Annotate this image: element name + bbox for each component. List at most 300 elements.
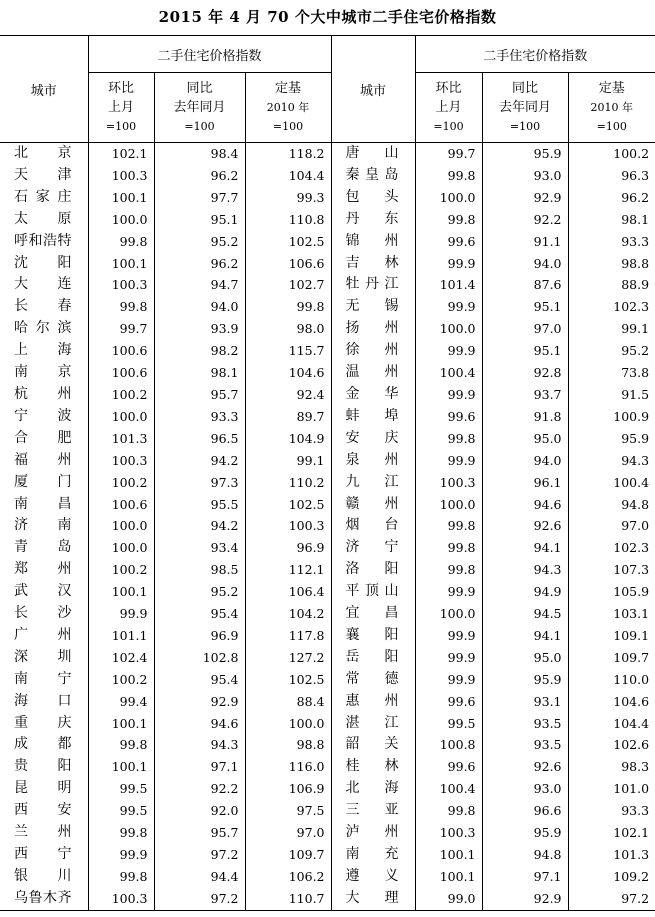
- city-cell-left: 武汉: [14, 583, 72, 600]
- yoy-cell: 87.6: [482, 274, 568, 296]
- city-cell-left: 西安: [14, 802, 72, 819]
- mom-cell: 99.4: [88, 691, 154, 713]
- city-header-right: 城市: [331, 36, 415, 143]
- base-cell: 115.7: [245, 340, 331, 362]
- yoy-cell: 92.2: [482, 209, 568, 231]
- base-cell: 102.3: [568, 537, 655, 559]
- mom-cell: 101.3: [88, 428, 154, 450]
- mom-cell: 99.9: [415, 450, 482, 472]
- yoy-cell: 97.0: [482, 318, 568, 340]
- table-row: [0, 866, 655, 888]
- city-cell-left: 长沙: [14, 605, 72, 622]
- table-row: [0, 778, 655, 800]
- yoy-cell: 93.9: [154, 318, 245, 340]
- yoy-cell: 91.8: [482, 406, 568, 428]
- mom-cell: 99.8: [88, 296, 154, 318]
- base-cell: 96.9: [245, 537, 331, 559]
- yoy-cell: 95.9: [482, 669, 568, 691]
- yoy-cell: 96.2: [154, 253, 245, 275]
- mom-cell: 100.0: [415, 494, 482, 516]
- mom-cell: 100.3: [415, 472, 482, 494]
- base-cell: 109.2: [568, 866, 655, 888]
- city-cell-left: 深圳: [14, 648, 72, 665]
- mom-cell: 99.9: [415, 253, 482, 275]
- base-cell: 94.8: [568, 494, 655, 516]
- yoy-cell: 96.2: [154, 165, 245, 187]
- city-cell-right: 温州: [331, 362, 415, 384]
- mom-cell: 100.2: [88, 559, 154, 581]
- base-cell: 89.7: [245, 406, 331, 428]
- city-cell-left: 厦门: [14, 473, 72, 490]
- mom-cell: 102.4: [88, 647, 154, 669]
- city-cell-left: 天津: [14, 166, 72, 183]
- city-cell-left: 长春: [14, 298, 72, 315]
- city-cell-right: 牡丹江: [331, 274, 415, 296]
- mom-cell: 99.7: [415, 143, 482, 165]
- mom-cell: 100.4: [415, 778, 482, 800]
- base-cell: 100.3: [245, 515, 331, 537]
- yoy-cell: 94.2: [154, 450, 245, 472]
- base-cell: 97.0: [245, 822, 331, 844]
- base-cell: 116.0: [245, 756, 331, 778]
- city-cell-right: 包头: [331, 187, 415, 209]
- city-cell-right: 北海: [331, 778, 415, 800]
- mom-cell: 102.1: [88, 143, 154, 165]
- base-cell: 100.9: [568, 406, 655, 428]
- group-header-left: 二手住宅价格指数: [88, 36, 331, 73]
- city-cell-left: 重庆: [14, 714, 72, 731]
- mom-cell: 99.6: [415, 756, 482, 778]
- mom-cell: 99.8: [415, 209, 482, 231]
- base-cell: 106.6: [245, 253, 331, 275]
- base-cell: 100.4: [568, 472, 655, 494]
- base-header-left: 定基 2010 年 =100: [245, 73, 331, 143]
- yoy-cell: 94.3: [154, 734, 245, 756]
- base-cell: 99.3: [245, 187, 331, 209]
- yoy-cell: 97.2: [154, 888, 245, 910]
- city-cell-right: 锦州: [331, 231, 415, 253]
- base-cell: 91.5: [568, 384, 655, 406]
- yoy-cell: 98.1: [154, 362, 245, 384]
- mom-cell: 100.0: [88, 537, 154, 559]
- base-cell: 110.7: [245, 888, 331, 910]
- city-cell-left: 沈阳: [14, 254, 72, 271]
- base-cell: 93.3: [568, 800, 655, 822]
- yoy-cell: 94.8: [482, 844, 568, 866]
- table-row: [0, 713, 655, 735]
- city-cell-right: 惠州: [331, 691, 415, 713]
- city-cell-left: 南宁: [14, 670, 72, 687]
- mom-cell: 100.0: [415, 318, 482, 340]
- city-cell-right: 烟台: [331, 515, 415, 537]
- yoy-cell: 94.0: [154, 296, 245, 318]
- yoy-cell: 93.5: [482, 734, 568, 756]
- base-cell: 97.5: [245, 800, 331, 822]
- base-cell: 97.0: [568, 515, 655, 537]
- mom-cell: 99.8: [415, 428, 482, 450]
- base-cell: 99.1: [245, 450, 331, 472]
- city-cell-right: 唐山: [331, 143, 415, 165]
- yoy-cell: 92.6: [482, 515, 568, 537]
- base-cell: 98.0: [245, 318, 331, 340]
- yoy-cell: 94.4: [154, 866, 245, 888]
- mom-cell: 99.6: [415, 231, 482, 253]
- mom-cell: 99.9: [415, 296, 482, 318]
- table-row: [0, 318, 655, 340]
- base-cell: 110.2: [245, 472, 331, 494]
- city-cell-left: 太原: [14, 210, 72, 227]
- table-row: [0, 537, 655, 559]
- city-cell-left: 北京: [14, 145, 72, 161]
- city-cell-left: 海口: [14, 692, 72, 709]
- table-row: [0, 756, 655, 778]
- mom-cell: 99.9: [415, 669, 482, 691]
- base-cell: 96.3: [568, 165, 655, 187]
- base-cell: 95.9: [568, 428, 655, 450]
- base-cell: 104.6: [245, 362, 331, 384]
- yoy-cell: 92.9: [154, 691, 245, 713]
- yoy-cell: 93.7: [482, 384, 568, 406]
- table-row: [0, 559, 655, 581]
- city-cell-left: 大连: [14, 276, 72, 293]
- yoy-cell: 93.0: [482, 778, 568, 800]
- mom-cell: 99.7: [88, 318, 154, 340]
- base-cell: 100.0: [245, 713, 331, 735]
- table-row: [0, 406, 655, 428]
- yoy-cell: 97.1: [154, 756, 245, 778]
- yoy-cell: 95.5: [154, 494, 245, 516]
- yoy-cell: 96.6: [482, 800, 568, 822]
- city-cell-left: 南昌: [14, 495, 72, 512]
- base-cell: 109.7: [568, 647, 655, 669]
- base-cell: 109.7: [245, 844, 331, 866]
- base-cell: 106.4: [245, 581, 331, 603]
- mom-cell: 99.8: [415, 800, 482, 822]
- city-cell-right: 洛阳: [331, 559, 415, 581]
- city-cell-left: 昆明: [14, 780, 72, 797]
- table-row: [0, 340, 655, 362]
- table-row: [0, 734, 655, 756]
- base-cell: 99.1: [568, 318, 655, 340]
- table-row: [0, 494, 655, 516]
- base-cell: 102.5: [245, 494, 331, 516]
- yoy-cell: 94.3: [482, 559, 568, 581]
- yoy-cell: 95.0: [482, 428, 568, 450]
- table-row: [0, 231, 655, 253]
- city-cell-right: 无锡: [331, 296, 415, 318]
- mom-cell: 100.2: [88, 669, 154, 691]
- city-cell-left: 济南: [14, 517, 72, 534]
- yoy-cell: 92.9: [482, 187, 568, 209]
- yoy-cell: 96.9: [154, 625, 245, 647]
- yoy-cell: 97.7: [154, 187, 245, 209]
- city-cell-right: 平顶山: [331, 581, 415, 603]
- mom-cell: 100.0: [88, 209, 154, 231]
- mom-cell: 100.0: [415, 187, 482, 209]
- table-row: [0, 822, 655, 844]
- base-cell: 104.6: [568, 691, 655, 713]
- city-cell-right: 济宁: [331, 537, 415, 559]
- city-cell-right: 韶关: [331, 734, 415, 756]
- yoy-cell: 92.6: [482, 756, 568, 778]
- city-cell-left: 兰州: [14, 824, 72, 841]
- base-cell: 102.5: [245, 669, 331, 691]
- base-cell: 100.2: [568, 143, 655, 165]
- mom-cell: 99.9: [415, 625, 482, 647]
- mom-cell: 99.0: [415, 888, 482, 910]
- base-cell: 104.4: [568, 713, 655, 735]
- table-row: [0, 625, 655, 647]
- city-cell-right: 遵义: [331, 866, 415, 888]
- city-cell-left: 银川: [14, 867, 72, 884]
- table-row: [0, 603, 655, 625]
- yoy-cell: 94.6: [482, 494, 568, 516]
- mom-cell: 100.3: [88, 165, 154, 187]
- city-cell-left: 石家庄: [14, 188, 72, 205]
- yoy-cell: 92.8: [482, 362, 568, 384]
- mom-cell: 99.5: [88, 800, 154, 822]
- city-cell-left: 宁波: [14, 407, 72, 424]
- table-row: [0, 844, 655, 866]
- mom-cell: 100.6: [88, 362, 154, 384]
- yoy-cell: 95.4: [154, 603, 245, 625]
- yoy-cell: 95.2: [154, 231, 245, 253]
- city-cell-left: 南京: [14, 364, 72, 381]
- base-cell: 92.4: [245, 384, 331, 406]
- base-cell: 118.2: [245, 143, 331, 165]
- mom-cell: 100.3: [88, 450, 154, 472]
- mom-cell: 99.6: [415, 406, 482, 428]
- city-cell-right: 安庆: [331, 428, 415, 450]
- base-cell: 98.3: [568, 756, 655, 778]
- city-cell-right: 南充: [331, 844, 415, 866]
- base-cell: 102.7: [245, 274, 331, 296]
- base-cell: 106.9: [245, 778, 331, 800]
- mom-cell: 100.3: [88, 888, 154, 910]
- yoy-cell: 95.0: [482, 647, 568, 669]
- city-cell-left: 福州: [14, 451, 72, 468]
- price-index-table: [0, 35, 655, 911]
- mom-cell: 100.3: [88, 274, 154, 296]
- mom-cell: 100.6: [88, 340, 154, 362]
- city-cell-left: 成都: [14, 736, 72, 753]
- base-cell: 110.8: [245, 209, 331, 231]
- mom-cell: 99.8: [88, 734, 154, 756]
- city-header-left: 城市: [0, 36, 88, 143]
- base-cell: 107.3: [568, 559, 655, 581]
- yoy-cell: 94.6: [154, 713, 245, 735]
- city-cell-right: 大理: [331, 888, 415, 910]
- table-row: [0, 165, 655, 187]
- yoy-cell: 94.0: [482, 253, 568, 275]
- mom-cell: 100.1: [88, 581, 154, 603]
- base-cell: 106.2: [245, 866, 331, 888]
- base-cell: 73.8: [568, 362, 655, 384]
- base-cell: 102.1: [568, 822, 655, 844]
- mom-cell: 100.8: [415, 734, 482, 756]
- yoy-cell: 93.3: [154, 406, 245, 428]
- table-row: [0, 472, 655, 494]
- yoy-cell: 94.1: [482, 625, 568, 647]
- city-cell-right: 襄阳: [331, 625, 415, 647]
- base-cell: 93.3: [568, 231, 655, 253]
- yoy-cell: 92.2: [154, 778, 245, 800]
- base-cell: 96.2: [568, 187, 655, 209]
- yoy-cell: 96.5: [154, 428, 245, 450]
- city-cell-left: 呼和浩特: [14, 232, 72, 249]
- yoy-cell: 94.2: [154, 515, 245, 537]
- mom-cell: 100.3: [415, 822, 482, 844]
- table-row: [0, 450, 655, 472]
- yoy-cell: 96.1: [482, 472, 568, 494]
- city-cell-right: 扬州: [331, 318, 415, 340]
- base-cell: 94.3: [568, 450, 655, 472]
- mom-cell: 101.4: [415, 274, 482, 296]
- yoy-cell: 94.7: [154, 274, 245, 296]
- mom-cell: 100.1: [88, 187, 154, 209]
- table-row: [0, 691, 655, 713]
- mom-cell: 99.5: [415, 713, 482, 735]
- base-cell: 110.0: [568, 669, 655, 691]
- yoy-cell: 97.3: [154, 472, 245, 494]
- mom-cell: 99.9: [415, 581, 482, 603]
- table-row: [0, 428, 655, 450]
- mom-cell: 100.0: [415, 603, 482, 625]
- base-cell: 101.3: [568, 844, 655, 866]
- mom-cell: 99.8: [415, 165, 482, 187]
- yoy-cell: 98.5: [154, 559, 245, 581]
- city-cell-right: 三亚: [331, 800, 415, 822]
- yoy-cell: 95.9: [482, 822, 568, 844]
- yoy-cell: 95.7: [154, 822, 245, 844]
- base-cell: 95.2: [568, 340, 655, 362]
- city-cell-left: 广州: [14, 626, 72, 643]
- table-title: 2015 年 4 月 70 个大中城市二手住宅价格指数: [158, 8, 497, 26]
- mom-cell: 99.6: [415, 691, 482, 713]
- base-cell: 98.1: [568, 209, 655, 231]
- yoy-cell: 95.9: [482, 143, 568, 165]
- city-cell-right: 赣州: [331, 494, 415, 516]
- city-cell-right: 金华: [331, 384, 415, 406]
- city-cell-right: 泉州: [331, 450, 415, 472]
- mom-header-right: 环比 上月 =100: [415, 73, 482, 143]
- table-row: [0, 209, 655, 231]
- sub-header-row: [0, 73, 655, 143]
- city-cell-left: 青岛: [14, 539, 72, 556]
- city-cell-left: 上海: [14, 342, 72, 359]
- table-row: [0, 888, 655, 910]
- base-cell: 98.8: [568, 253, 655, 275]
- table-row: [0, 143, 655, 165]
- mom-cell: 99.8: [88, 822, 154, 844]
- base-cell: 127.2: [245, 647, 331, 669]
- yoy-cell: 93.5: [482, 713, 568, 735]
- city-cell-right: 桂林: [331, 756, 415, 778]
- base-cell: 99.8: [245, 296, 331, 318]
- city-cell-right: 常德: [331, 669, 415, 691]
- mom-cell: 99.5: [88, 778, 154, 800]
- group-header-right: 二手住宅价格指数: [415, 36, 655, 73]
- base-cell: 105.9: [568, 581, 655, 603]
- yoy-cell: 92.0: [154, 800, 245, 822]
- mom-cell: 100.1: [415, 866, 482, 888]
- table-row: [0, 384, 655, 406]
- table-row: [0, 647, 655, 669]
- base-cell: 101.0: [568, 778, 655, 800]
- table-row: [0, 296, 655, 318]
- mom-header-left: 环比 上月 =100: [88, 73, 154, 143]
- mom-cell: 99.9: [415, 384, 482, 406]
- yoy-cell: 95.2: [154, 581, 245, 603]
- city-cell-right: 泸州: [331, 822, 415, 844]
- mom-cell: 99.9: [88, 844, 154, 866]
- base-cell: 97.2: [568, 888, 655, 910]
- mom-cell: 100.1: [88, 756, 154, 778]
- yoy-cell: 97.1: [482, 866, 568, 888]
- yoy-cell: 97.2: [154, 844, 245, 866]
- yoy-cell: 93.0: [482, 165, 568, 187]
- city-cell-right: 徐州: [331, 340, 415, 362]
- city-cell-left: 哈尔滨: [14, 320, 72, 337]
- mom-cell: 100.2: [88, 472, 154, 494]
- city-cell-right: 九江: [331, 472, 415, 494]
- mom-cell: 100.4: [415, 362, 482, 384]
- yoy-cell: 95.1: [482, 340, 568, 362]
- city-cell-right: 蚌埠: [331, 406, 415, 428]
- city-cell-right: 丹东: [331, 209, 415, 231]
- city-cell-left: 贵阳: [14, 758, 72, 775]
- mom-cell: 99.9: [415, 647, 482, 669]
- base-cell: 88.9: [568, 274, 655, 296]
- mom-cell: 100.6: [88, 494, 154, 516]
- mom-cell: 100.2: [88, 384, 154, 406]
- mom-cell: 99.8: [415, 537, 482, 559]
- city-cell-right: 秦皇岛: [331, 165, 415, 187]
- mom-cell: 99.8: [415, 559, 482, 581]
- mom-cell: 100.0: [88, 406, 154, 428]
- city-cell-right: 宜昌: [331, 603, 415, 625]
- city-cell-left: 合肥: [14, 429, 72, 446]
- city-cell-left: 西宁: [14, 846, 72, 862]
- table-row: [0, 515, 655, 537]
- base-cell: 117.8: [245, 625, 331, 647]
- table-row: [0, 253, 655, 275]
- yoy-cell: 94.5: [482, 603, 568, 625]
- yoy-cell: 92.9: [482, 888, 568, 910]
- base-cell: 104.9: [245, 428, 331, 450]
- base-cell: 88.4: [245, 691, 331, 713]
- table-row: [0, 187, 655, 209]
- mom-cell: 99.8: [415, 515, 482, 537]
- mom-cell: 100.1: [88, 713, 154, 735]
- mom-cell: 99.9: [415, 340, 482, 362]
- yoy-cell: 91.1: [482, 231, 568, 253]
- mom-cell: 99.9: [88, 603, 154, 625]
- yoy-header-right: 同比 去年同月 =100: [482, 73, 568, 143]
- table-row: [0, 581, 655, 603]
- base-cell: 98.8: [245, 734, 331, 756]
- base-cell: 102.3: [568, 296, 655, 318]
- mom-cell: 100.0: [88, 515, 154, 537]
- base-cell: 104.2: [245, 603, 331, 625]
- base-cell: 102.6: [568, 734, 655, 756]
- base-cell: 103.1: [568, 603, 655, 625]
- yoy-cell: 93.4: [154, 537, 245, 559]
- city-cell-left: 杭州: [14, 385, 72, 402]
- city-cell-left: 乌鲁木齐: [0, 888, 88, 910]
- yoy-cell: 93.1: [482, 691, 568, 713]
- yoy-cell: 98.2: [154, 340, 245, 362]
